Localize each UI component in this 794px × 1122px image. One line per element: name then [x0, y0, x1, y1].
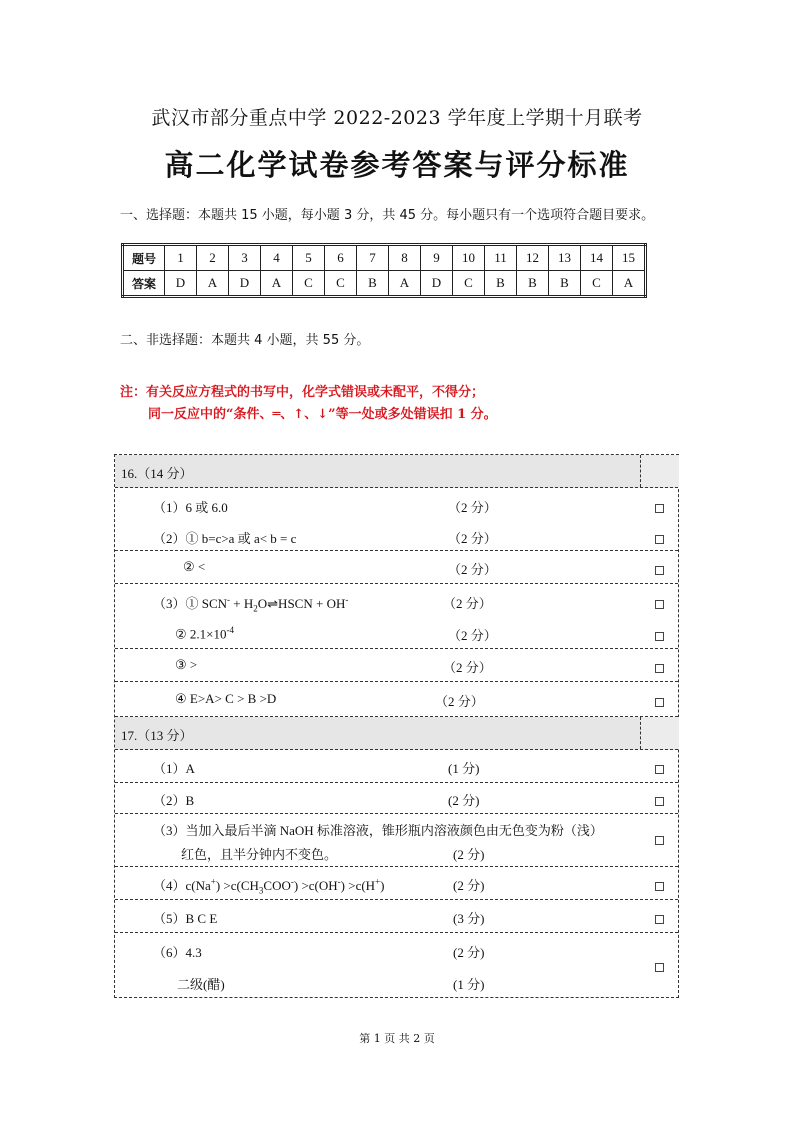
checkbox-icon[interactable]: [655, 698, 664, 707]
question-17-block-4: [115, 867, 678, 900]
question-17-block-6: [115, 933, 678, 997]
answer-17-3-line-2: 红色，且半分钟内不变色。: [181, 847, 338, 862]
answer-cell: A: [261, 271, 293, 297]
question-number: 11: [485, 245, 517, 271]
superscript: -4: [226, 625, 234, 635]
answer-17-5: （5）B C E: [153, 911, 218, 926]
points-16-2-2: （2 分）: [448, 562, 497, 577]
points-17-1: (1 分): [448, 761, 480, 776]
answer-17-4-part: ) >c(OH: [293, 878, 338, 893]
question-number: 8: [389, 245, 421, 271]
question-number: 4: [261, 245, 293, 271]
question-16-block-d: [115, 649, 678, 682]
answer-16-3-4: ④ E>A> C > B >D: [175, 691, 277, 706]
question-17-header: [115, 717, 678, 750]
answer-16-3-1: [153, 593, 348, 614]
checkbox-icon[interactable]: [655, 504, 664, 513]
answer-17-4-part: （4）c(Na: [153, 878, 211, 893]
checkbox-icon[interactable]: [655, 797, 664, 806]
answer-cell: A: [389, 271, 421, 297]
question-16-header: [115, 455, 678, 488]
checkbox-icon[interactable]: [655, 632, 664, 641]
checkbox-icon[interactable]: [655, 765, 664, 774]
answer-17-4-part: ): [380, 878, 385, 893]
checkbox-icon[interactable]: [655, 664, 664, 673]
answer-cell: C: [293, 271, 325, 297]
points-17-3: (2 分): [453, 847, 485, 862]
superscript: +: [210, 876, 216, 887]
answer-cell: B: [549, 271, 581, 297]
answer-cell: C: [453, 271, 485, 297]
points-16-3-1: （2 分）: [443, 596, 492, 611]
question-number: 9: [421, 245, 453, 271]
question-16-title: 16.（14 分）: [121, 466, 193, 481]
points-17-2: (2 分): [448, 793, 480, 808]
superscript: -: [345, 594, 349, 605]
checkbox-icon[interactable]: [655, 600, 664, 609]
question-number: 14: [581, 245, 613, 271]
answer-17-2: （2）B: [153, 793, 195, 808]
question-16-block-c: [115, 584, 678, 649]
question-17-block-2: [115, 783, 678, 814]
points-16-3-3: （2 分）: [443, 660, 492, 675]
answer-16-2-1: （2）① b=c>a 或 a< b = c: [153, 531, 297, 546]
question-17-block-5: [115, 900, 678, 933]
checkbox-icon[interactable]: [655, 882, 664, 891]
answer-16-3-2: [175, 625, 234, 642]
checkbox-icon[interactable]: [655, 535, 664, 544]
answer-cell: C: [581, 271, 613, 297]
checkbox-icon[interactable]: [655, 915, 664, 924]
question-number: 7: [357, 245, 389, 271]
question-number: 6: [325, 245, 357, 271]
document-title: 武汉市部分重点中学 2022-2023 学年度上学期十月联考: [151, 107, 643, 129]
checkbox-icon[interactable]: [655, 963, 664, 972]
question-17-block-3: [115, 814, 678, 867]
answer-table-number-row: [123, 245, 646, 271]
row-label-answer: 答案: [123, 271, 165, 297]
superscript: -: [227, 594, 231, 605]
question-number: 13: [549, 245, 581, 271]
question-17-title: 17.（13 分）: [121, 728, 193, 743]
answer-16-2-2: ② <: [183, 559, 206, 574]
answer-cell: C: [325, 271, 357, 297]
section-1-heading: 一、选择题：本题共 15 小题，每小题 3 分，共 45 分。每小题只有一个选项符合题目要求。: [120, 208, 655, 223]
points-16-2-1: （2 分）: [448, 531, 497, 546]
subscript: 2: [253, 603, 258, 614]
question-number: 2: [197, 245, 229, 271]
row-label-number: 题号: [123, 245, 165, 271]
superscript: -: [290, 876, 294, 887]
answer-cell: A: [197, 271, 229, 297]
answer-cell: B: [517, 271, 549, 297]
answer-17-6-b: 二级(醋): [177, 977, 225, 992]
answer-17-4-part: ) >c(H: [340, 878, 376, 893]
question-number: 12: [517, 245, 549, 271]
answer-table: [121, 243, 647, 298]
question-number: 1: [165, 245, 197, 271]
answer-table-answer-row: [123, 271, 646, 297]
answer-cell: D: [229, 271, 261, 297]
question-17-block-1: [115, 750, 678, 783]
answer-17-4-part: ) >c(CH: [215, 878, 259, 893]
question-16-block-e: [115, 682, 678, 717]
checkbox-icon[interactable]: [655, 566, 664, 575]
grading-note-line-1: 注：有关反应方程式的书写中，化学式错误或未配平，不得分；: [120, 385, 485, 400]
answer-16-3-1-part: （3）① SCN: [153, 596, 228, 611]
answer-cell: D: [421, 271, 453, 297]
points-17-5: (3 分): [453, 911, 485, 926]
grading-note-line-2: 同一反应中的“条件、═、↑、↓”等一处或多处错误扣 1 分。: [148, 407, 497, 422]
question-number: 3: [229, 245, 261, 271]
points-16-3-2: （2 分）: [448, 628, 497, 643]
answer-17-1: （1）A: [153, 761, 195, 776]
answer-cell: B: [357, 271, 389, 297]
question-16-block-a: [115, 488, 678, 551]
document-subtitle: 高二化学试卷参考答案与评分标准: [164, 148, 630, 182]
scoring-table: [114, 454, 679, 998]
answer-16-3-3: ③ >: [175, 657, 198, 672]
question-number: 10: [453, 245, 485, 271]
answer-cell: A: [613, 271, 646, 297]
checkbox-icon[interactable]: [655, 836, 664, 845]
superscript: -: [337, 876, 341, 887]
page-footer: 第 1 页 共 2 页: [359, 1032, 435, 1045]
superscript: +: [375, 876, 381, 887]
answer-cell: D: [165, 271, 197, 297]
question-number: 15: [613, 245, 646, 271]
answer-17-6: （6）4.3: [153, 945, 202, 960]
subscript: 3: [258, 885, 264, 896]
header-side-cell: [640, 455, 679, 487]
answer-cell: B: [485, 271, 517, 297]
question-number: 5: [293, 245, 325, 271]
points-17-4: (2 分): [453, 878, 485, 893]
answer-17-4-part: COO: [263, 878, 291, 893]
answer-16-3-1-part: O⇌HSCN + OH: [257, 596, 346, 611]
question-16-block-b: [115, 551, 678, 584]
answer-16-3-2-part: ② 2.1×10: [175, 626, 227, 642]
answer-16-3-1-part: + H: [230, 596, 254, 611]
answer-17-4: [153, 875, 385, 896]
answer-17-3-line-1: （3）当加入最后半滴 NaOH 标准溶液，锥形瓶内溶液颜色由无色变为粉（浅）: [153, 823, 603, 838]
points-16-1: （2 分）: [448, 500, 497, 515]
points-16-3-4: （2 分）: [435, 694, 484, 709]
points-17-6: (2 分): [453, 945, 485, 960]
answer-16-1: （1）6 或 6.0: [153, 500, 228, 515]
header-side-cell: [640, 717, 679, 749]
points-17-6-b: (1 分): [453, 977, 485, 992]
section-2-heading: 二、非选择题：本题共 4 小题，共 55 分。: [120, 333, 370, 348]
